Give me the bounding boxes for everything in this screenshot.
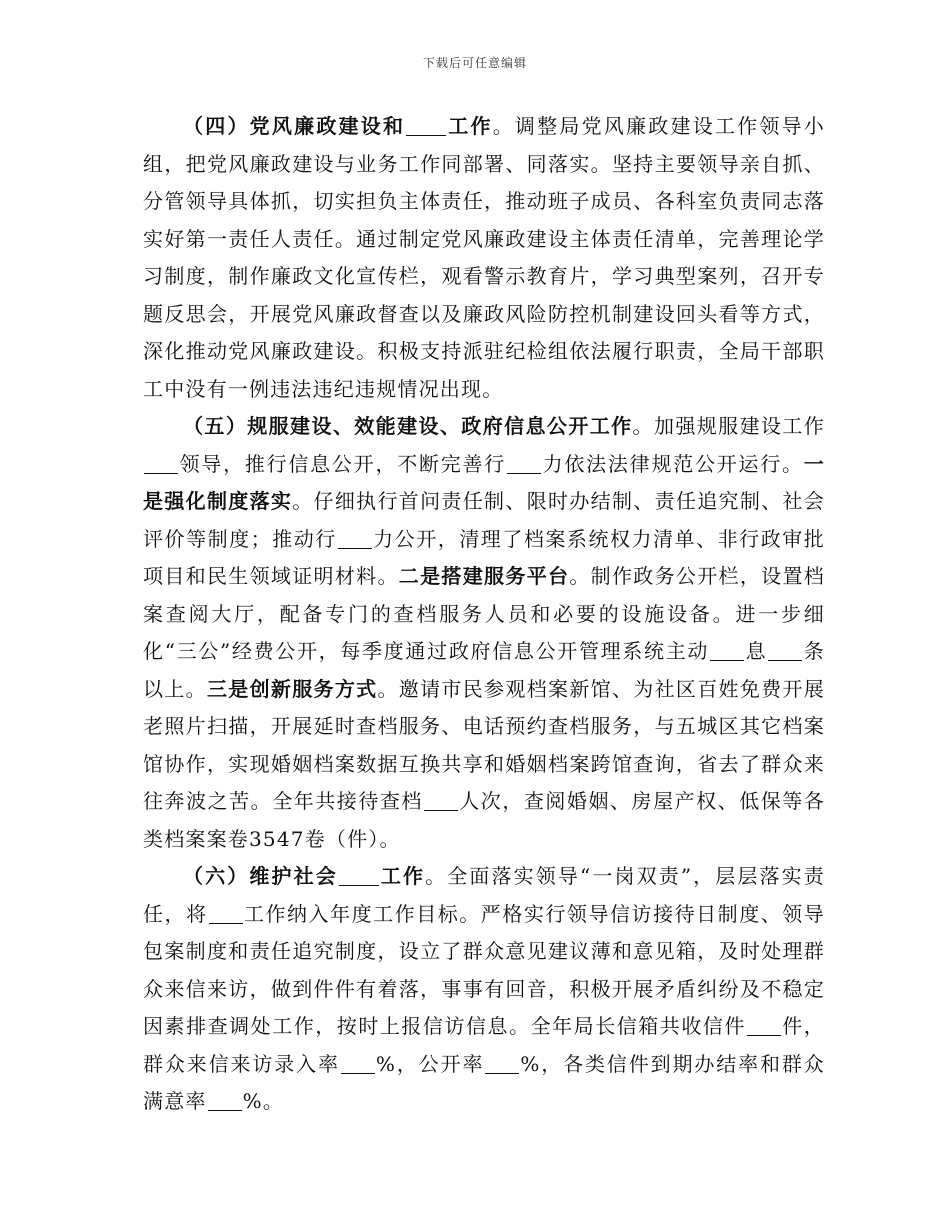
fill-blank [209, 903, 243, 924]
paragraph-section-5 [143, 408, 825, 858]
fill-blank [507, 453, 541, 474]
fill-blank [208, 1090, 242, 1111]
section-6-text: %。 [242, 1089, 285, 1113]
section-6-text: 件，群众来信来访录入率 [143, 1014, 825, 1076]
section-5-subheading-1: 一是强化制度落实 [143, 451, 825, 513]
section-6-text: %，公开率 [375, 1051, 485, 1076]
section-6-text: %，各类信件到期办结率和群众满意率 [143, 1051, 825, 1113]
fill-blank [339, 865, 379, 886]
section-5-subheading-3: 三是创新服务方式 [206, 676, 378, 701]
section-5-heading: （五）规服建设、效能建设、政府信息公开工作 [183, 414, 633, 438]
section-6-heading-tail: 工作 [379, 864, 426, 888]
fill-blank [424, 790, 458, 811]
fill-blank [406, 115, 446, 136]
section-5-text: 力公开，清理了档案系统权力清单、非行政审批项目和民生领域证明材料。 [143, 526, 825, 588]
section-4-heading-tail: 工作 [447, 114, 493, 138]
fill-blank [768, 640, 802, 661]
paragraph-section-4 [143, 108, 825, 408]
section-5-subheading-2: 二是搭建服务平台 [398, 564, 570, 588]
section-4-heading: （四）党风廉政建设和 [183, 114, 406, 138]
section-5-text: 力依法法律规范公开运行。 [542, 451, 804, 476]
section-6-text: 。全面落实领导“一岗双责”，层层落实责任，将 [143, 864, 826, 926]
fill-blank [747, 1015, 781, 1036]
section-4-text: 。调整局党风廉政建设工作领导小组，把党风廉政建设与业务工作同部署、同落实。坚持主要领导亲自抓、分管领导具体抓，切实担负主体责任，推动班子成员、各科室负责同志落实好第一责任人责任。通过制定党风廉政建设主体责任清单，完善理论学习制度，制作廉政文化宣传栏，观看警示教育片，学习典型案列，召开专题反思会，开展党风廉政督查以及廉政风险防控机制建设回头看等方式，深化推动党风廉政建设。积极支持派驻纪检组依法履行职责，全局干部职工中没有一例违法违纪违规情况出现。 [143, 114, 826, 401]
fill-blank [338, 528, 372, 549]
section-6-heading: （六）维护社会 [183, 864, 338, 888]
section-5-text: 。邀请市民参观档案新馆、为社区百姓免费开展老照片扫描，开展延时查档服务、电话预约查档服务，与五城区其它档案馆协作，实现婚姻档案数据互换共享和婚姻档案跨馆查询，省去了群众来往奔波之苦。全年共接待查档 [143, 676, 825, 813]
fill-blank [485, 1053, 519, 1074]
fill-blank [710, 640, 744, 661]
section-5-text: 。仔细执行首问责任制、限时办结制、责任追究制、社会评价等制度；推动行 [143, 489, 826, 551]
fill-blank [144, 453, 178, 474]
section-5-text: 。加强规服建设工作 [632, 414, 825, 438]
fill-blank [341, 1053, 375, 1074]
section-5-text: 领导，推行信息公开，不断完善行 [179, 451, 507, 476]
section-5-text: 。制作政务公开栏，设置档案查阅大厅，配备专门的查档服务人员和必要的设施设备。进一步细化“三公”经费公开，每季度通过政府信息公开管理系统主动 [143, 564, 825, 663]
page-header: 下载后可任意编辑 [422, 56, 527, 70]
section-6-text: 工作纳入年度工作目标。严格实行领导信访接待日制度、领导包案制度和责任追究制度，设立了群众意见建议薄和意见箱，及时处理群众来信来访，做到件件有着落，事事有回音，积极开展矛盾纠纷及不稳定因素排查调处工作，按时上报信访信息。全年局长信箱共收信件 [143, 901, 825, 1038]
section-5-text: 息 [745, 639, 768, 663]
section-5-text: 条以上。 [143, 639, 825, 701]
paragraph-section-6 [143, 858, 825, 1121]
document-body [143, 108, 825, 1121]
section-5-text: 人次，查阅婚姻、房屋产权、低保等各类档案案卷3547卷（件）。 [143, 789, 825, 851]
